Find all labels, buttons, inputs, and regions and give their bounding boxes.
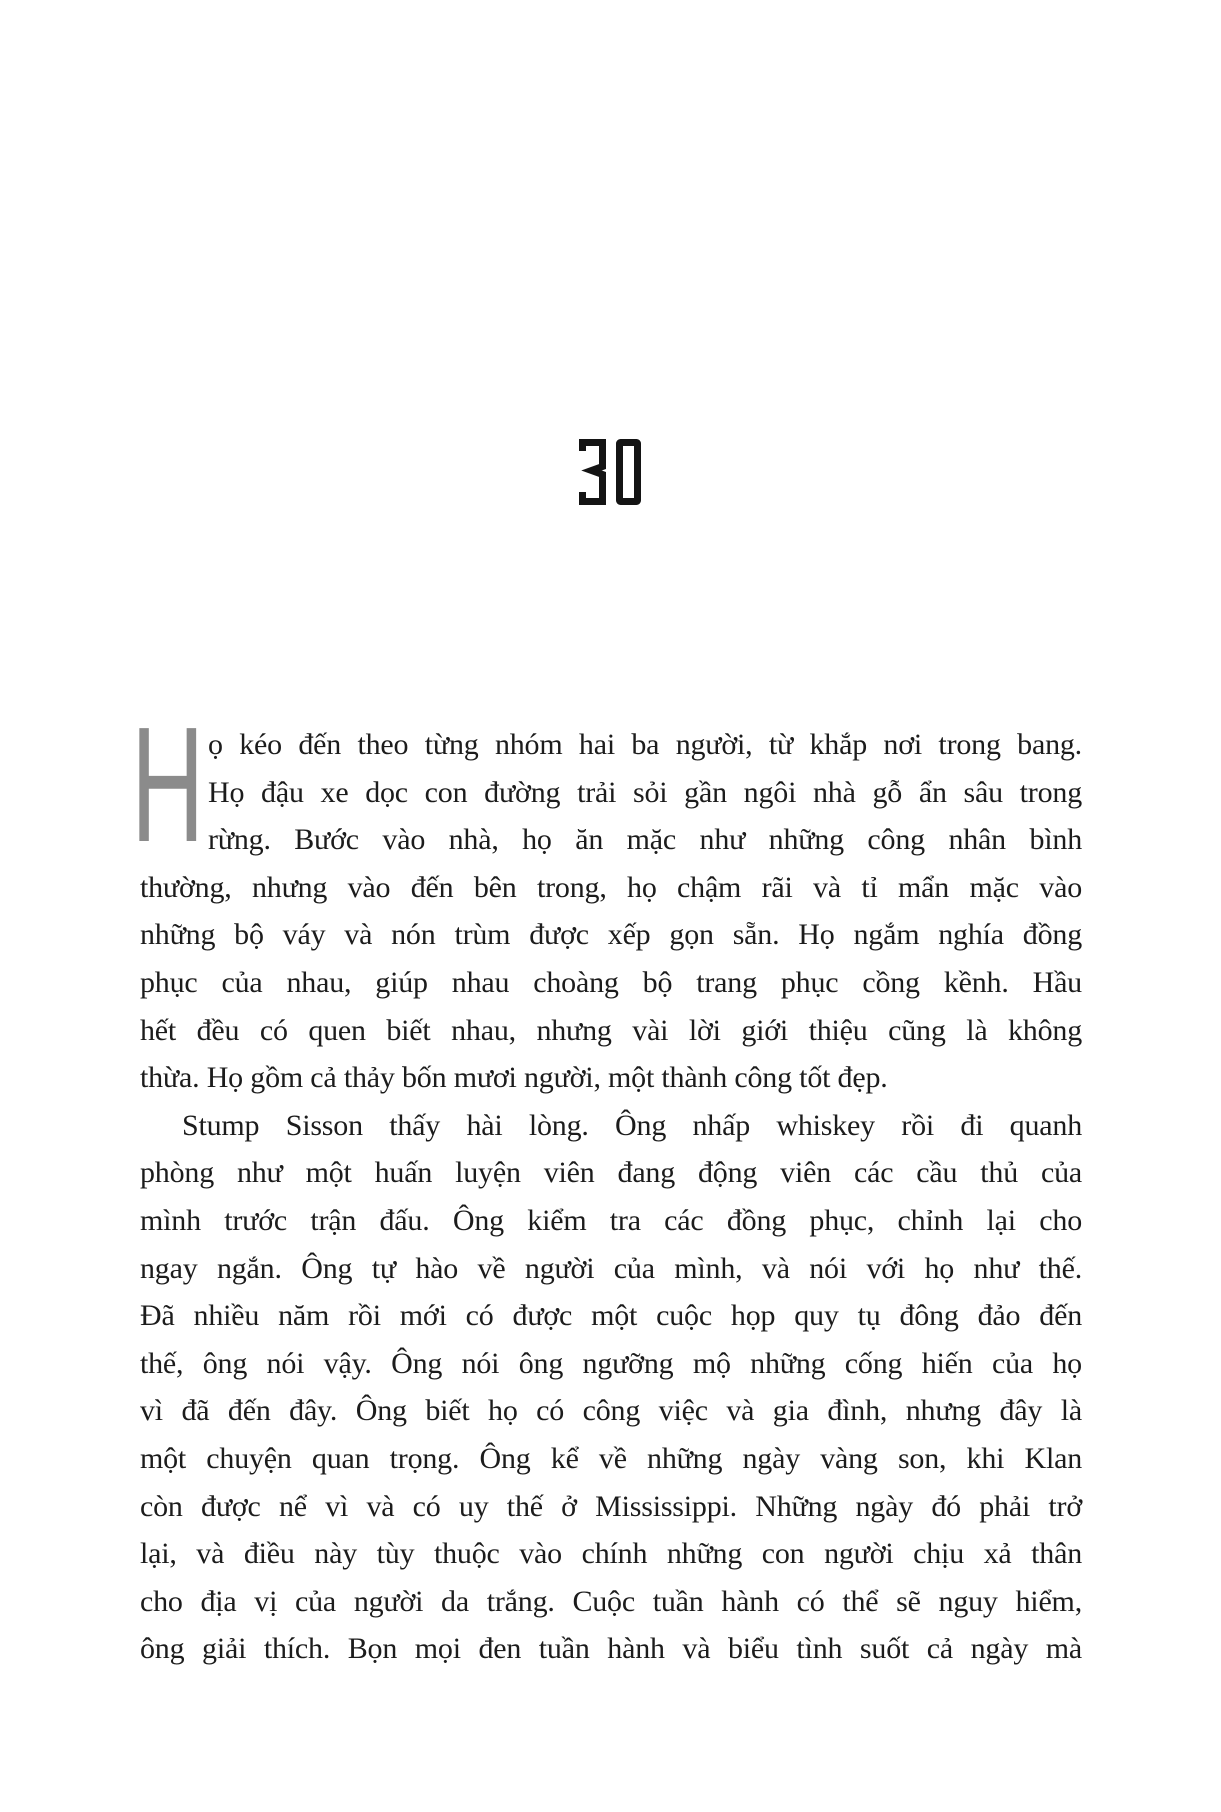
text-line: ọ kéo đến theo từng nhóm hai ba người, từ khắp nơi trong bang.	[208, 728, 1082, 761]
text-line: phục của nhau, giúp nhau choàng bộ trang phục cồng kềnh. Hầu	[140, 965, 1082, 999]
paragraph-2	[140, 1102, 1082, 1673]
chapter-heading	[0, 439, 1221, 505]
text-line: Stump Sisson thấy hài lòng. Ông nhấp whiskey rồi đi quanh	[182, 1108, 1082, 1142]
text-line: lại, và điều này tùy thuộc vào chính những con người chịu xả thân	[140, 1537, 1082, 1571]
text-line: Đã nhiều năm rồi mới có được một cuộc họp quy tụ đông đảo đến	[140, 1299, 1082, 1333]
text-line: hết đều có quen biết nhau, nhưng vài lời giới thiệu cũng là không	[140, 1013, 1082, 1047]
text-line: ông giải thích. Bọn mọi đen tuần hành và biểu tình suốt cả ngày mà	[140, 1632, 1082, 1666]
text-line: vì đã đến đây. Ông biết họ có công việc và gia đình, nhưng đây là	[140, 1394, 1082, 1428]
body-text	[131, 693, 1082, 1673]
text-line: một chuyện quan trọng. Ông kể về những ngày vàng son, khi Klan	[140, 1441, 1082, 1475]
text-line: ngay ngắn. Ông tự hào về người của mình, và nói với họ như thế.	[140, 1251, 1082, 1285]
drop-cap: H	[131, 693, 205, 876]
text-line: cho địa vị của người da trắng. Cuộc tuần hành có thể sẽ nguy hiểm,	[140, 1584, 1082, 1618]
text-line: thế, ông nói vậy. Ông nói ông ngưỡng mộ những cống hiến của họ	[140, 1346, 1082, 1380]
text-line: thừa. Họ gồm cả thảy bốn mươi người, một thành công tốt đẹp.	[140, 1061, 888, 1095]
drop-cap-wrapped-lines	[140, 721, 1082, 864]
text-line: thường, nhưng vào đến bên trong, họ chậm rãi và tỉ mẩn mặc vào	[140, 870, 1082, 904]
text-line: những bộ váy và nón trùm được xếp gọn sẵn. Họ ngắm nghía đồng	[140, 918, 1082, 952]
chapter-number-digits	[579, 439, 643, 505]
text-line: mình trước trận đấu. Ông kiểm tra các đồng phục, chỉnh lại cho	[140, 1203, 1082, 1237]
text-line: rừng. Bước vào nhà, họ ăn mặc như những công nhân bình	[208, 823, 1082, 857]
paragraph-1	[131, 693, 1082, 1102]
text-line: Họ đậu xe dọc con đường trải sỏi gần ngôi nhà gỗ ẩn sâu trong	[208, 775, 1082, 809]
text-line: còn được nể vì và có uy thế ở Mississippi. Những ngày đó phải trở	[140, 1489, 1082, 1523]
text-line: phòng như một huấn luyện viên đang động viên các cầu thủ của	[140, 1156, 1082, 1190]
